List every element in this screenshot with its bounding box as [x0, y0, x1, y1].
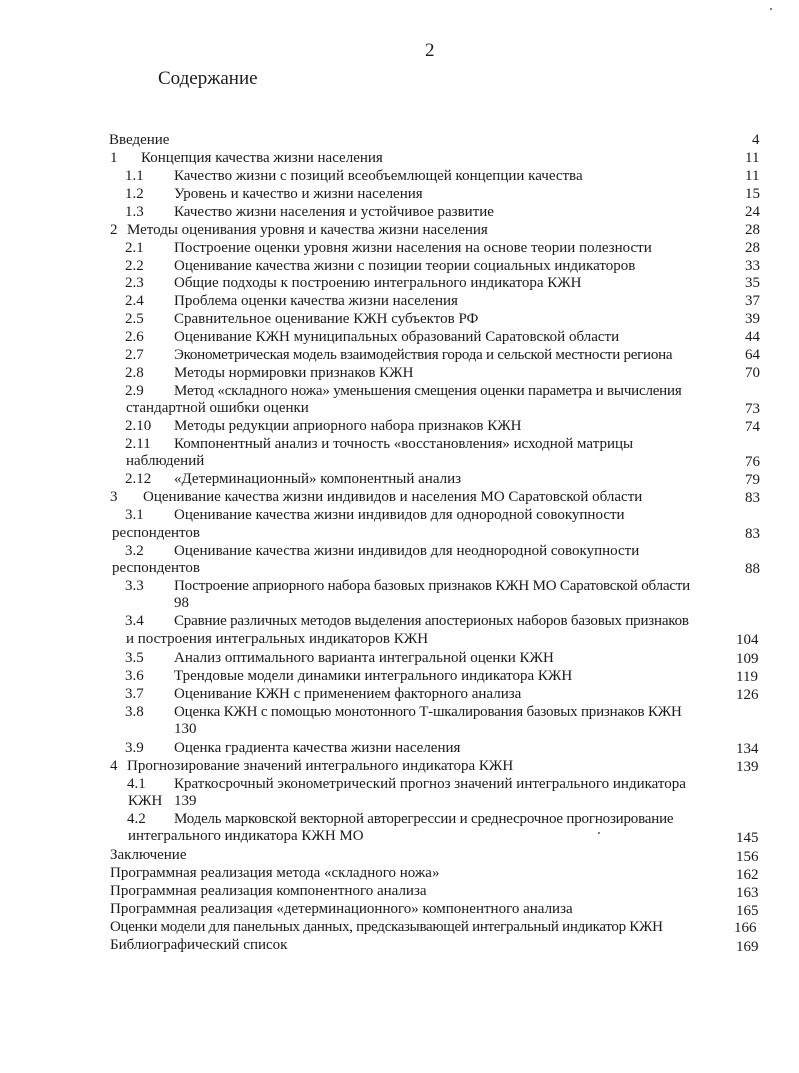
toc-entry-title: Введение: [109, 132, 170, 148]
toc-entry-title: Оценивание качества жизни индивидов для однородной совокупности: [174, 507, 625, 523]
toc-entry-page: 139: [174, 793, 197, 809]
toc-entry-page: 165: [736, 903, 759, 919]
toc-entry-title-continuation: интегрального индикатора КЖН МО: [128, 828, 364, 844]
toc-entry-number: 2.7: [125, 347, 144, 363]
toc-entry-page: 70: [745, 365, 760, 381]
toc-entry-title: Сравние различных методов выделения апостерионых наборов базовых признаков: [174, 613, 689, 629]
toc-entry-number: 3: [110, 489, 118, 505]
toc-entry-page: 130: [174, 721, 197, 737]
toc-entry-page: 83: [745, 526, 760, 542]
toc-entry-title-continuation: наблюдений: [126, 453, 205, 469]
toc-entry-number: 2.4: [125, 293, 144, 309]
toc-entry-title: Построение оценки уровня жизни населения на основе теории полезности: [174, 240, 652, 256]
toc-entry-number: 3.2: [125, 543, 144, 559]
toc-entry-title: Оценки модели для панельных данных, предсказывающей интегральный индикатор КЖН: [110, 919, 663, 935]
toc-entry-page: 126: [736, 687, 759, 703]
toc-entry-title: Программная реализация метода «складного ножа»: [110, 865, 440, 881]
toc-entry-title: Качество жизни с позиций всеобъемлющей концепции качества: [174, 168, 583, 184]
toc-entry-number: 4.2: [127, 811, 146, 827]
toc-entry-title: «Детерминационный» компонентный анализ: [174, 471, 462, 487]
toc-entry-number: 3.7: [125, 686, 144, 702]
toc-entry-number: 2: [110, 222, 118, 238]
toc-entry-page: 76: [745, 454, 760, 470]
scan-speck: [598, 832, 600, 834]
toc-entry-title: Метод «складного ножа» уменьшения смещения оценки параметра и вычисления: [174, 383, 682, 399]
toc-entry-number: 2.6: [125, 329, 144, 345]
toc-entry-page: 104: [736, 632, 759, 648]
toc-entry-number: 2.1: [125, 240, 144, 256]
toc-entry-title: Прогнозирование значений интегрального индикатора КЖН: [127, 758, 514, 774]
toc-entry-number: 2.8: [125, 365, 144, 381]
toc-entry-number: 1.1: [125, 168, 144, 184]
toc-entry-number: 1.2: [125, 186, 144, 202]
toc-entry-title: Оценивание КЖН с применением факторного анализа: [174, 686, 522, 702]
toc-entry-page: 162: [736, 867, 759, 883]
toc-entry-title: Методы оценивания уровня и качества жизни населения: [127, 222, 488, 238]
toc-entry-number: 2.12: [125, 471, 152, 487]
toc-entry-page: 64: [745, 347, 760, 363]
toc-entry-number: 2.11: [125, 436, 151, 452]
toc-entry-number: 3.6: [125, 668, 144, 684]
toc-entry-number: 3.3: [125, 578, 144, 594]
toc-entry-number: 2.10: [125, 418, 152, 434]
toc-entry-title-continuation: респондентов: [112, 525, 201, 541]
toc-entry-title: Качество жизни населения и устойчивое развитие: [174, 204, 494, 220]
toc-entry-page: 11: [745, 168, 760, 184]
toc-entry-number: 2.3: [125, 275, 144, 291]
toc-entry-title-continuation: стандартной ошибки оценки: [126, 400, 309, 416]
toc-entry-title: Уровень и качество и жизни населения: [174, 186, 423, 202]
toc-entry-page: 37: [745, 293, 760, 309]
toc-entry-page: 88: [745, 561, 760, 577]
toc-entry-title: Программная реализация компонентного анализа: [110, 883, 427, 899]
toc-entry-page: 139: [736, 759, 759, 775]
toc-entry-title: Модель марковской векторной авторегрессии и среднесрочное прогнозирование: [174, 811, 674, 827]
toc-entry-page: 28: [745, 240, 760, 256]
toc-entry-page: 33: [745, 258, 760, 274]
toc-entry-page: 98: [174, 595, 189, 611]
toc-entry-number: 4: [110, 758, 118, 774]
toc-entry-title: Общие подходы к построению интегрального индикатора КЖН: [174, 275, 582, 291]
toc-entry-title: Трендовые модели динамики интегрального индикатора КЖН: [174, 668, 573, 684]
toc-entry-number: 2.5: [125, 311, 144, 327]
toc-entry-page: 39: [745, 311, 760, 327]
toc-entry-number: 3.1: [125, 507, 144, 523]
toc-entry-title: Оценивание качества жизни индивидов и населения МО Саратовской области: [143, 489, 643, 505]
page-number: 2: [425, 40, 435, 61]
toc-entry-page: 169: [736, 939, 759, 955]
toc-entry-page: 35: [745, 275, 760, 291]
toc-entry-title: Краткосрочный эконометрический прогноз значений интегрального индикатора: [174, 776, 686, 792]
toc-entry-page: 156: [736, 849, 759, 865]
toc-entry-number: 2.2: [125, 258, 144, 274]
toc-entry-title: Методы нормировки признаков КЖН: [174, 365, 414, 381]
toc-entry-page: 109: [736, 651, 759, 667]
toc-entry-number: 3.4: [125, 613, 144, 629]
toc-entry-title: Концепция качества жизни населения: [141, 150, 383, 166]
toc-entry-number: 1: [110, 150, 118, 166]
toc-entry-number: 4.1: [127, 776, 146, 792]
toc-entry-title: Заключение: [110, 847, 187, 863]
toc-entry-title: Программная реализация «детерминационного» компонентного анализа: [110, 901, 573, 917]
toc-entry-title: Сравнительное оценивание КЖН субъектов РФ: [174, 311, 479, 327]
toc-entry-title: Компонентный анализ и точность «восстановления» исходной матрицы: [174, 436, 634, 452]
toc-entry-number: 1.3: [125, 204, 144, 220]
toc-entry-title-continuation: КЖН: [128, 793, 163, 809]
toc-entry-page: 166: [734, 920, 757, 936]
toc-entry-page: 79: [745, 472, 760, 488]
toc-entry-title: Эконометрическая модель взаимодействия города и сельской местности региона: [174, 347, 673, 363]
toc-entry-page: 74: [745, 419, 760, 435]
toc-entry-page: 134: [736, 741, 759, 757]
toc-entry-page: 24: [745, 204, 760, 220]
toc-entry-number: 3.8: [125, 704, 144, 720]
toc-entry-page: 28: [745, 222, 760, 238]
scan-speck: [770, 8, 772, 10]
toc-entry-page: 15: [745, 186, 760, 202]
toc-entry-number: 3.9: [125, 740, 144, 756]
toc-entry-page: 83: [745, 490, 760, 506]
toc-entry-number: 2.9: [125, 383, 144, 399]
toc-entry-title-continuation: и построения интегральных индикаторов КЖН: [126, 631, 429, 647]
toc-entry-page: 145: [736, 830, 759, 846]
toc-entry-title: Оценивание качества жизни с позиции теории социальных индикаторов: [174, 258, 636, 274]
toc-entry-page: 4: [752, 132, 760, 148]
toc-entry-title: Построение априорного набора базовых признаков КЖН МО Саратовской области: [174, 578, 690, 594]
toc-entry-page: 11: [745, 150, 760, 166]
toc-entry-title: Оценивание качества жизни индивидов для неоднородной совокупности: [174, 543, 640, 559]
toc-entry-title: Методы редукции априорного набора признаков КЖН: [174, 418, 522, 434]
toc-entry-title: Проблема оценки качества жизни населения: [174, 293, 458, 309]
toc-entry-page: 44: [745, 329, 760, 345]
toc-entry-page: 119: [736, 669, 758, 685]
toc-entry-title: Оценка градиента качества жизни населения: [174, 740, 461, 756]
toc-entry-title: Оценивание КЖН муниципальных образований Саратовской области: [174, 329, 620, 345]
toc-entry-title-continuation: респондентов: [112, 560, 201, 576]
toc-entry-title: Оценка КЖН с помощью монотонного Т-шкалирования базовых признаков КЖН: [174, 704, 682, 720]
toc-entry-page: 73: [745, 401, 760, 417]
toc-entry-title: Библиографический список: [110, 937, 288, 953]
toc-entry-number: 3.5: [125, 650, 144, 666]
toc-heading: Содержание: [158, 68, 258, 89]
toc-entry-page: 163: [736, 885, 759, 901]
toc-entry-title: Анализ оптимального варианта интегральной оценки КЖН: [174, 650, 554, 666]
